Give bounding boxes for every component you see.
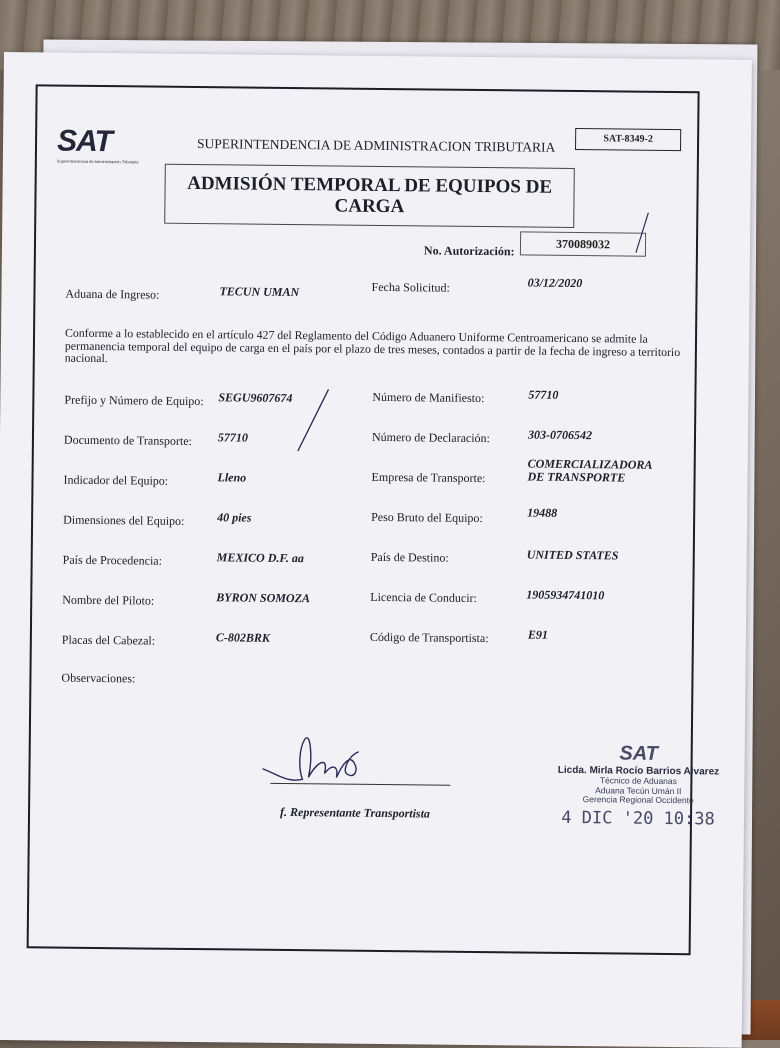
title-line-1: ADMISIÓN TEMPORAL DE EQUIPOS DE	[187, 172, 553, 198]
transportista-label: Código de Transportista:	[369, 629, 489, 646]
document-title	[164, 164, 575, 228]
piloto-label: Nombre del Piloto:	[62, 592, 155, 608]
sat-logo-subtitle: Superintendencia de Administración Tributaria	[56, 158, 139, 165]
empresa-value	[528, 458, 653, 485]
dimensiones-label: Dimensiones del Equipo:	[63, 512, 185, 528]
procedencia-value: MEXICO D.F. aa	[216, 550, 304, 566]
licencia-label: Licencia de Conducir:	[370, 589, 478, 605]
placas-label: Placas del Cabezal:	[61, 632, 156, 648]
stamp-line-3: Gerencia Regional Occidente	[582, 794, 694, 806]
pen-stroke-mark	[294, 385, 335, 455]
observaciones-label: Observaciones:	[61, 670, 136, 686]
manifiesto-label: Número de Manifiesto:	[372, 389, 485, 406]
transport-signature	[258, 729, 379, 790]
fecha-value: 03/12/2020	[527, 275, 583, 291]
signature-label: f. Representante Transportista	[279, 804, 431, 821]
empresa-value-line-2: DE TRANSPORTE	[527, 469, 626, 485]
declaracion-label: Número de Declaración:	[371, 429, 491, 446]
aduana-label: Aduana de Ingreso:	[65, 286, 160, 302]
manifiesto-value: 57710	[528, 387, 559, 402]
empresa-value-line-1: COMERCIALIZADORA	[527, 456, 653, 472]
document-page	[0, 52, 752, 1048]
stamp-line-2: Aduana Tecún Umán II	[595, 784, 682, 796]
piloto-value: BYRON SOMOZA	[216, 590, 311, 606]
dimensiones-value: 40 pies	[217, 510, 252, 525]
licencia-value: 1905934741010	[526, 587, 605, 603]
auth-pen-mark	[632, 211, 652, 255]
legal-paragraph: Conforme a lo establecido en el artículo 427 del Reglamento del Código Aduanero Uniforme Centroamericano se admite la permanencia temporal del equipo de carga en el país por el plazo de tres meses, contados a partir de la fecha de ingreso a territorio nacional.	[64, 325, 681, 366]
stamp-name: Licda. Mirla Rocío Barrios Alvarez	[557, 764, 720, 778]
agency-name: SUPERINTENDENCIA DE ADMINISTRACION TRIBUTARIA	[196, 136, 556, 155]
indicador-value: Lleno	[217, 470, 247, 485]
sat-logo-mark: SAT	[56, 124, 113, 159]
procedencia-label: País de Procedencia:	[62, 552, 163, 568]
documento-label: Documento de Transporte:	[63, 432, 193, 448]
indicador-label: Indicador del Equipo:	[63, 472, 169, 488]
stamp-logo: SAT	[619, 742, 659, 765]
stamp-line-1: Técnico de Aduanas	[599, 775, 677, 787]
sat-logo	[57, 125, 157, 168]
aduana-value: TECUN UMAN	[219, 284, 300, 300]
title-line-2: CARGA	[334, 195, 405, 218]
documento-value: 57710	[217, 430, 249, 445]
declaracion-value: 303-0706542	[527, 427, 593, 443]
prefijo-value: SEGU9607674	[218, 390, 293, 406]
authorization-number: 370089032	[520, 231, 646, 256]
peso-label: Peso Bruto del Equipo:	[371, 509, 483, 526]
prefijo-label: Prefijo y Número de Equipo:	[64, 392, 204, 409]
transportista-value: E91	[527, 627, 549, 642]
empresa-label: Empresa de Transporte:	[371, 469, 486, 486]
fecha-label: Fecha Solicitud:	[371, 279, 450, 295]
placas-value: C-802BRK	[215, 630, 270, 645]
authorization-label: No. Autorización:	[423, 243, 515, 259]
form-border	[27, 84, 720, 955]
stamp-date: 4 DIC '20 10:38	[561, 807, 715, 829]
form-code: SAT-8349-2	[575, 128, 681, 151]
peso-value: 19488	[527, 505, 558, 520]
destino-label: País de Destino:	[370, 549, 449, 565]
destino-value: UNITED STATES	[526, 547, 619, 563]
customs-stamp	[548, 742, 729, 829]
